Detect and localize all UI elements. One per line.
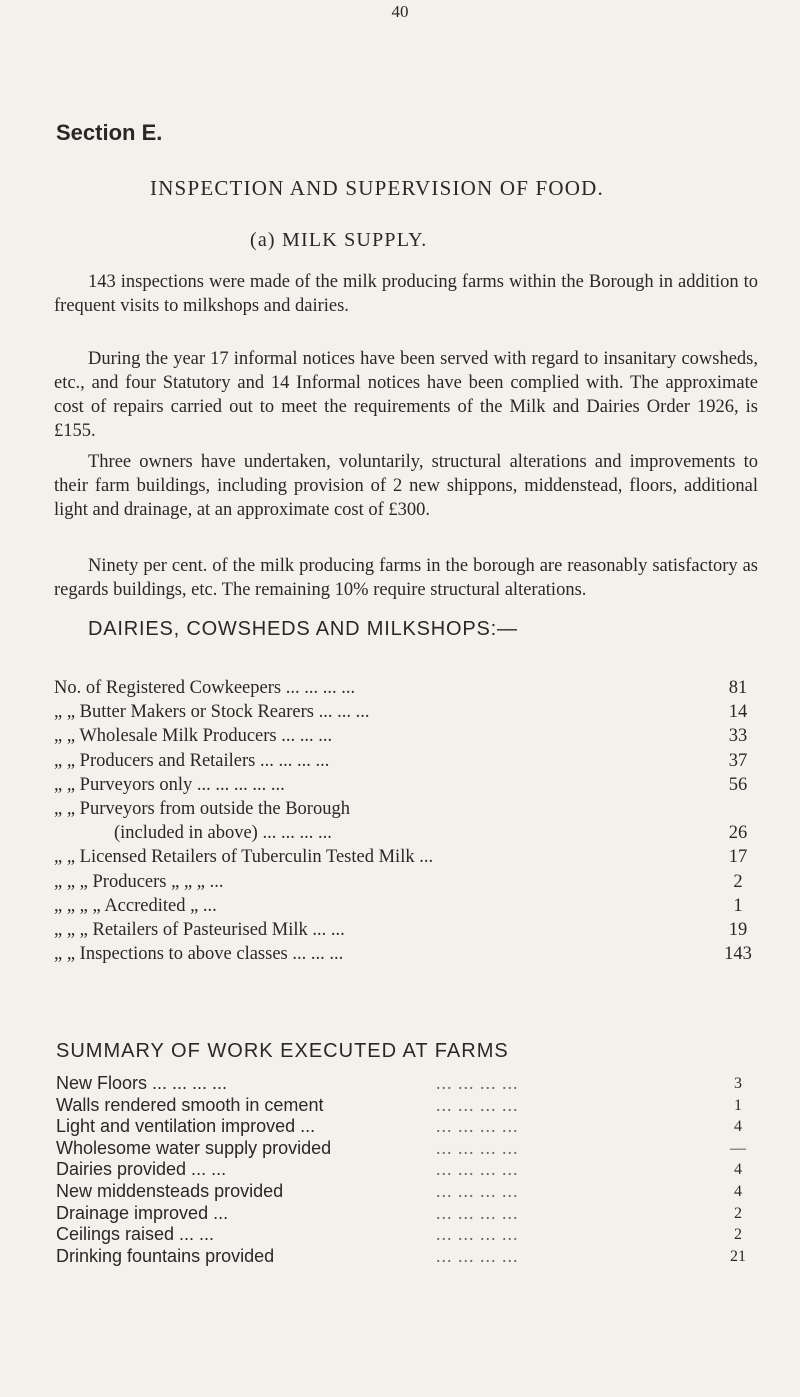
leader-dots: ... ... ... ... <box>436 1116 519 1137</box>
leader-dots: ... ... ... ... <box>436 1202 519 1223</box>
registered-table <box>54 676 758 966</box>
table-row <box>56 1159 758 1181</box>
row-value: 4 <box>734 1161 742 1179</box>
row-value: 143 <box>724 944 752 965</box>
row-value: 2 <box>734 1204 742 1222</box>
row-value: 26 <box>728 823 748 844</box>
row-value: 1 <box>734 1096 742 1114</box>
row-value: 21 <box>730 1247 746 1265</box>
page-number: 40 <box>391 2 409 21</box>
row-value: 33 <box>728 726 748 747</box>
row-value: 17 <box>728 847 748 868</box>
leader-dots: ... ... ... ... <box>436 1094 519 1115</box>
row-value: — <box>730 1139 746 1157</box>
leader-dots: ... ... ... ... <box>436 1180 519 1201</box>
row-label: „ „ Butter Makers or Stock Rearers ... ... ... <box>54 702 370 723</box>
row-label: „ „ Licensed Retailers of Tuberculin Tested Milk ... <box>54 847 434 868</box>
leader-dots: ... ... ... ... <box>436 1224 519 1245</box>
table-row <box>56 1073 758 1095</box>
table-row <box>56 1224 758 1246</box>
row-label: New Floors ... ... ... ... <box>56 1073 228 1093</box>
row-value: 2 <box>733 871 743 892</box>
table-row <box>54 724 758 748</box>
row-label: Drinking fountains provided <box>56 1245 275 1266</box>
section-heading: Section E. <box>56 120 163 145</box>
row-value: 4 <box>734 1118 742 1136</box>
table-row <box>56 1203 758 1225</box>
row-label: „ „ „ „ Accredited „ ... <box>54 895 217 916</box>
table-row <box>54 918 758 942</box>
paragraph-inspections: 143 inspections were made of the milk producing farms within the Borough in addition to frequent visits to milkshops and dairies. <box>54 272 758 316</box>
row-label: Ceilings raised ... ... <box>56 1224 215 1245</box>
table-row <box>54 942 758 966</box>
table-row <box>56 1116 758 1138</box>
row-label: Drainage improved ... <box>56 1202 229 1223</box>
summary-heading: SUMMARY OF WORK EXECUTED AT FARMS <box>56 1040 509 1062</box>
row-label: Wholesome water supply provided <box>56 1137 332 1158</box>
row-label: „ „ Inspections to above classes ... ... ... <box>54 944 344 965</box>
row-label: „ „ „ Retailers of Pasteurised Milk ... ... <box>54 919 345 940</box>
paragraph-notices: During the year 17 informal notices have been served with regard to insanitary cowsheds, etc., and four Statutory and 14 Informal notices have been complied with. The approximate cost of repairs carried out to meet the requirements of the Milk and Dairies Order 1926, is £155. <box>54 349 758 441</box>
row-label: „ „ Purveyors only ... ... ... ... ... <box>54 774 285 795</box>
row-value: 1 <box>733 895 743 916</box>
table-row <box>54 894 758 918</box>
leader-dots: ... ... ... ... <box>436 1245 519 1266</box>
row-label: New middensteads provided <box>56 1180 284 1201</box>
table-row <box>54 749 758 773</box>
paragraph-satisfactory: Ninety per cent. of the milk producing farms in the borough are reasonably satisfactory as regards buildings, etc. The remaining 10% require structural alterations. <box>54 556 758 600</box>
table-row <box>54 870 758 894</box>
work-summary-table <box>56 1073 758 1267</box>
row-label: Walls rendered smooth in cement <box>56 1094 324 1115</box>
row-value: 4 <box>734 1182 742 1200</box>
leader-dots: ... ... ... ... <box>436 1073 519 1093</box>
row-value: 37 <box>728 750 748 771</box>
table-row <box>56 1181 758 1203</box>
table-row <box>54 676 758 700</box>
row-label: No. of Registered Cowkeepers ... ... ... ... <box>54 678 356 698</box>
main-title: INSPECTION AND SUPERVISION OF FOOD. <box>150 176 604 200</box>
row-label: Dairies provided ... ... <box>56 1159 227 1180</box>
row-label: (included in above) ... ... ... ... <box>114 823 332 844</box>
row-value: 3 <box>734 1075 742 1092</box>
row-value: 19 <box>728 919 748 940</box>
leader-dots: ... ... ... ... <box>436 1137 519 1158</box>
row-value: 56 <box>728 774 748 795</box>
row-label: „ „ „ Producers „ „ „ ... <box>54 871 224 892</box>
row-value: 81 <box>728 678 748 698</box>
paragraph-alterations: Three owners have undertaken, voluntarily, structural alterations and improvements to their farm buildings, including provision of 2 new shippons, middenstead, floors, additional light and drainage, at an approximate cost of £300. <box>54 452 758 520</box>
table-row <box>54 797 758 821</box>
row-value: 14 <box>728 702 748 723</box>
table-row <box>56 1095 758 1117</box>
table-row <box>54 773 758 797</box>
row-label: „ „ Wholesale Milk Producers ... ... ... <box>54 726 333 747</box>
dairies-heading: DAIRIES, COWSHEDS AND MILKSHOPS:— <box>88 618 518 640</box>
row-label: „ „ Producers and Retailers ... ... ... ... <box>54 750 330 771</box>
row-label: Light and ventilation improved ... <box>56 1116 316 1137</box>
sub-title: (a) MILK SUPPLY. <box>250 229 428 251</box>
table-row <box>56 1138 758 1160</box>
table-row <box>54 821 758 845</box>
table-row <box>54 700 758 724</box>
row-value: 2 <box>734 1226 742 1244</box>
row-label: „ „ Purveyors from outside the Borough <box>54 798 350 819</box>
table-row <box>56 1246 758 1268</box>
leader-dots: ... ... ... ... <box>436 1159 519 1180</box>
table-row <box>54 845 758 869</box>
